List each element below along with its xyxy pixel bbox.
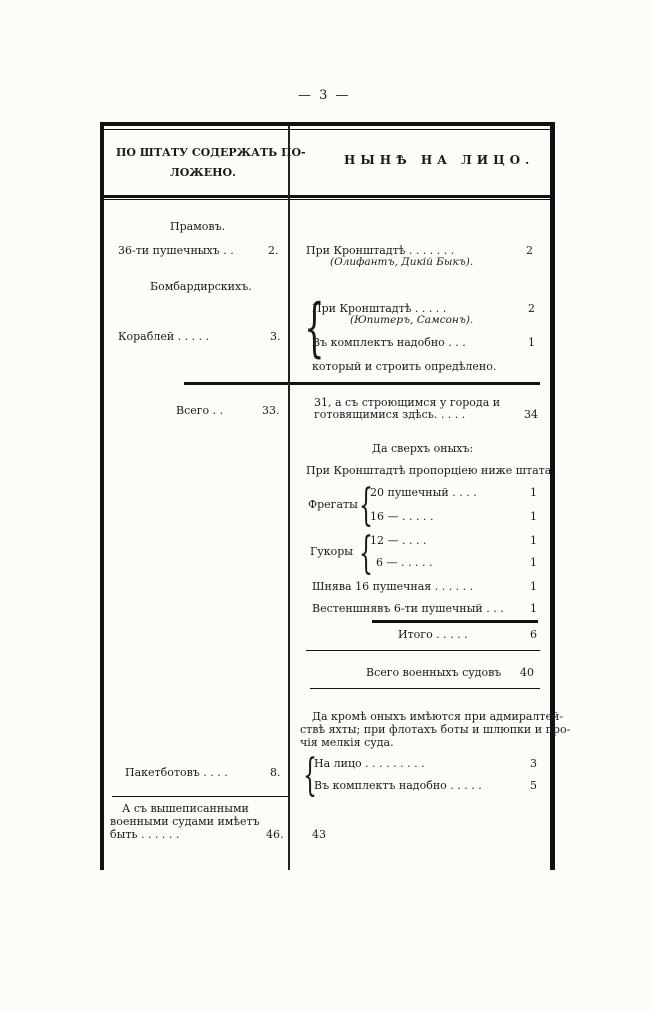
guk-12-count: 1: [530, 534, 537, 547]
extra-title: Да сверхъ оныхъ:: [372, 442, 474, 455]
frig-20-count: 1: [530, 486, 537, 499]
note-line2: ствѣ яхты; при флотахъ боты и шлюпки и про-: [300, 723, 571, 736]
brace-frigates: {: [359, 480, 373, 531]
kr2-label: При Кронштадтѣ . . . . .: [312, 302, 447, 315]
guk-12: 12 — . . . .: [370, 534, 427, 547]
left-total-label: Всего . .: [176, 404, 224, 417]
header-rule-inner: [100, 199, 551, 200]
kr1-count: 2: [526, 244, 533, 257]
pramov-count: 2.: [268, 244, 279, 257]
left-final-rule: [112, 796, 288, 797]
right-final-count: 43: [312, 828, 326, 841]
right-total-rule: [290, 382, 540, 385]
kr2-count: 2: [528, 302, 535, 315]
final-count: 46.: [266, 828, 284, 841]
frigates-label: Фрегаты: [308, 498, 358, 511]
all-rule: [306, 650, 540, 651]
final-line1: А съ вышеписанными: [122, 802, 249, 815]
frig-20: 20 пушечный . . . .: [370, 486, 477, 499]
frig-16-count: 1: [530, 510, 537, 523]
pramov-item: 36-ти пушечныхъ . .: [118, 244, 234, 257]
right-total-line1: 31, а съ строющимся у города и: [314, 396, 501, 409]
kr2-names: (Юпитеръ, Самсонъ).: [350, 314, 474, 326]
kr1-label: При Кронштадтѣ . . . . . . .: [306, 244, 455, 257]
right-total-line2: готовящимися здѣсь. . . . .: [314, 408, 466, 421]
packet-count: 8.: [270, 766, 281, 779]
right-header: НЫНѢ НА ЛИЦО.: [344, 153, 535, 167]
need2-label: Въ комплектъ надобно . . . . .: [314, 779, 482, 792]
vesten-count: 1: [530, 602, 537, 615]
final-line3: быть . . . . . .: [110, 828, 180, 841]
right-total-count: 34: [524, 408, 538, 421]
brace-gukor: {: [359, 528, 373, 579]
header-rule: [100, 195, 551, 198]
bomb-title: Бомбардирскихъ.: [150, 280, 252, 293]
guk-6-count: 1: [530, 556, 537, 569]
brace-boats: {: [303, 750, 317, 801]
ships-label: Кораблей . . . . .: [118, 330, 210, 343]
need-label: Въ комплектъ надобно . . .: [312, 336, 466, 349]
pramov-title: Прамовъ.: [170, 220, 226, 233]
need-note: который и строить опредѣлено.: [312, 360, 497, 373]
vesten: Вестеншнявъ 6-ти пушечный . . .: [312, 602, 504, 615]
onface-label: На лицо . . . . . . . . .: [314, 757, 425, 770]
kr1-names: (Олифантъ, Дикій Быкъ).: [330, 256, 474, 268]
all-label: Всего военныхъ судовъ: [366, 666, 502, 679]
left-header-line1: ПО ШТАТУ СОДЕРЖАТЬ ПО-: [116, 146, 306, 159]
itogo-rule: [372, 620, 538, 623]
all-under-rule: [310, 688, 540, 689]
note-line3: чія мелкія суда.: [300, 736, 394, 749]
need2-count: 5: [530, 779, 537, 792]
shnyava: Шнява 16 пушечная . . . . . .: [312, 580, 474, 593]
column-divider: [288, 126, 290, 870]
need-count: 1: [528, 336, 535, 349]
note-line1: Да кромѣ оныхъ имѣются при адмиралтей-: [312, 710, 564, 723]
frig-16: 16 — . . . . .: [370, 510, 434, 523]
left-total-rule: [184, 382, 288, 385]
extra-intro: При Кронштадтѣ пропорціею ниже штата.: [306, 464, 555, 477]
onface-count: 3: [530, 757, 537, 770]
guk-6: 6 — . . . . .: [376, 556, 433, 569]
left-total-count: 33.: [262, 404, 280, 417]
ships-count: 3.: [270, 330, 281, 343]
shnyava-count: 1: [530, 580, 537, 593]
left-header-line2: ЛОЖЕНО.: [170, 166, 236, 179]
itogo-label: Итого . . . . .: [398, 628, 468, 641]
page-number: — 3 —: [298, 88, 351, 103]
final-line2: военными судами имѣетъ: [110, 815, 260, 828]
all-count: 40: [520, 666, 534, 679]
itogo-count: 6: [530, 628, 537, 641]
packet-label: Пакетботовъ . . . .: [125, 766, 228, 779]
gukor-label: Гукоры: [310, 545, 354, 558]
brace-kronstadt: {: [304, 291, 325, 365]
